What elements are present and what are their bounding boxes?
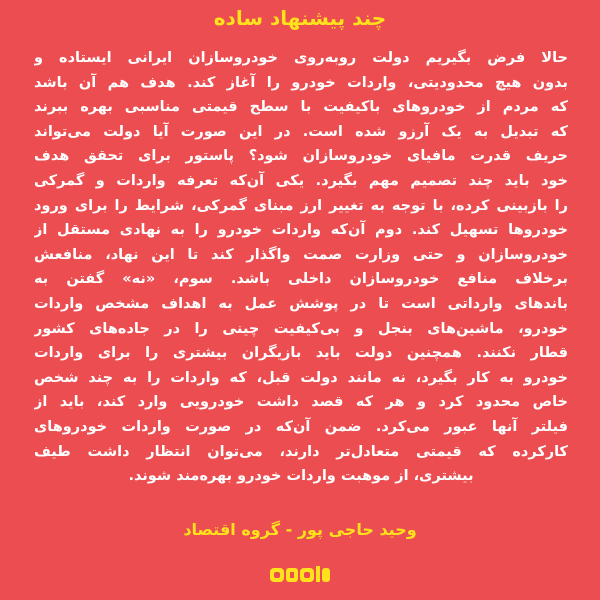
body-line: خود باید چند تصمیم مهم بگیرد. یکی آن‌که تعرفه واردات و گمرکی: [34, 172, 568, 189]
article-body: [34, 46, 568, 489]
body-line: بیشتری، از موهبت واردات خودرو بهره‌مند شوند.: [128, 468, 474, 485]
author-byline: وحید حاجی پور - گروه اقتصاد: [183, 520, 417, 539]
body-line: بدون هیچ محدودیتی، واردات خودرو را آغاز کند. هدف هم آن باشد: [34, 74, 568, 91]
body-line: حریف قدرت مافیای خودروسازان شود؟ پاستور برای تحقق هدف: [34, 148, 568, 165]
body-line: فیلتر آنها عبور می‌کرد. ضمن آن‌که در صورت واردات خودروهای: [34, 418, 568, 435]
body-line: خودرو به کار بگیرد، نه مانند دولت قبل، که واردات را به چند شخص: [34, 369, 568, 386]
body-line: که مردم از خودروهای باکیفیت با سطح قیمتی مناسبی بهره ببرند: [34, 99, 568, 116]
body-line: برخلاف منافع خودروسازان داخلی باشد. سوم، «نه» گفتن به: [34, 271, 568, 288]
body-line: خودرو، ماشین‌های بنجل و بی‌کیفیت چینی را در جاده‌های کشور: [34, 320, 568, 337]
jamejam-logo: [268, 564, 332, 586]
body-line: خودروسازان و حتی وزارت صمت واگذار کند تا این نهاد، منافعش: [34, 246, 568, 263]
body-line: قطار نکنند. همچنین دولت باید بازیگران بیشتری را برای واردات: [34, 345, 568, 362]
body-line: باندهای وارداتی است تا در پوشش عمل به اهداف مشخص واردات: [34, 295, 568, 312]
body-line: که تبدیل به یک آرزو شده است. در این صورت آیا دولت می‌تواند: [34, 123, 568, 140]
body-line: حالا فرض بگیریم دولت روبه‌روی خودروسازان ایرانی ایستاده و: [34, 50, 568, 66]
body-line: خاص محدود کرد و هر که قصد داشت خودرویی وارد کند، باید از: [34, 394, 568, 411]
body-line: خودروها تسهیل کند. دوم آن‌که واردات خودرو را به نهادی مستقل از: [34, 222, 568, 239]
article-title: چند پیشنهاد ساده: [213, 6, 387, 30]
body-line: کارکرده که قیمتی متعادل‌تر دارند، می‌توان انتظار داشت طیف: [34, 443, 568, 460]
body-line: را بازبینی کرده، با توجه به تغییر ارز مبنای گمرکی، شرایط را برای ورود: [34, 197, 568, 214]
